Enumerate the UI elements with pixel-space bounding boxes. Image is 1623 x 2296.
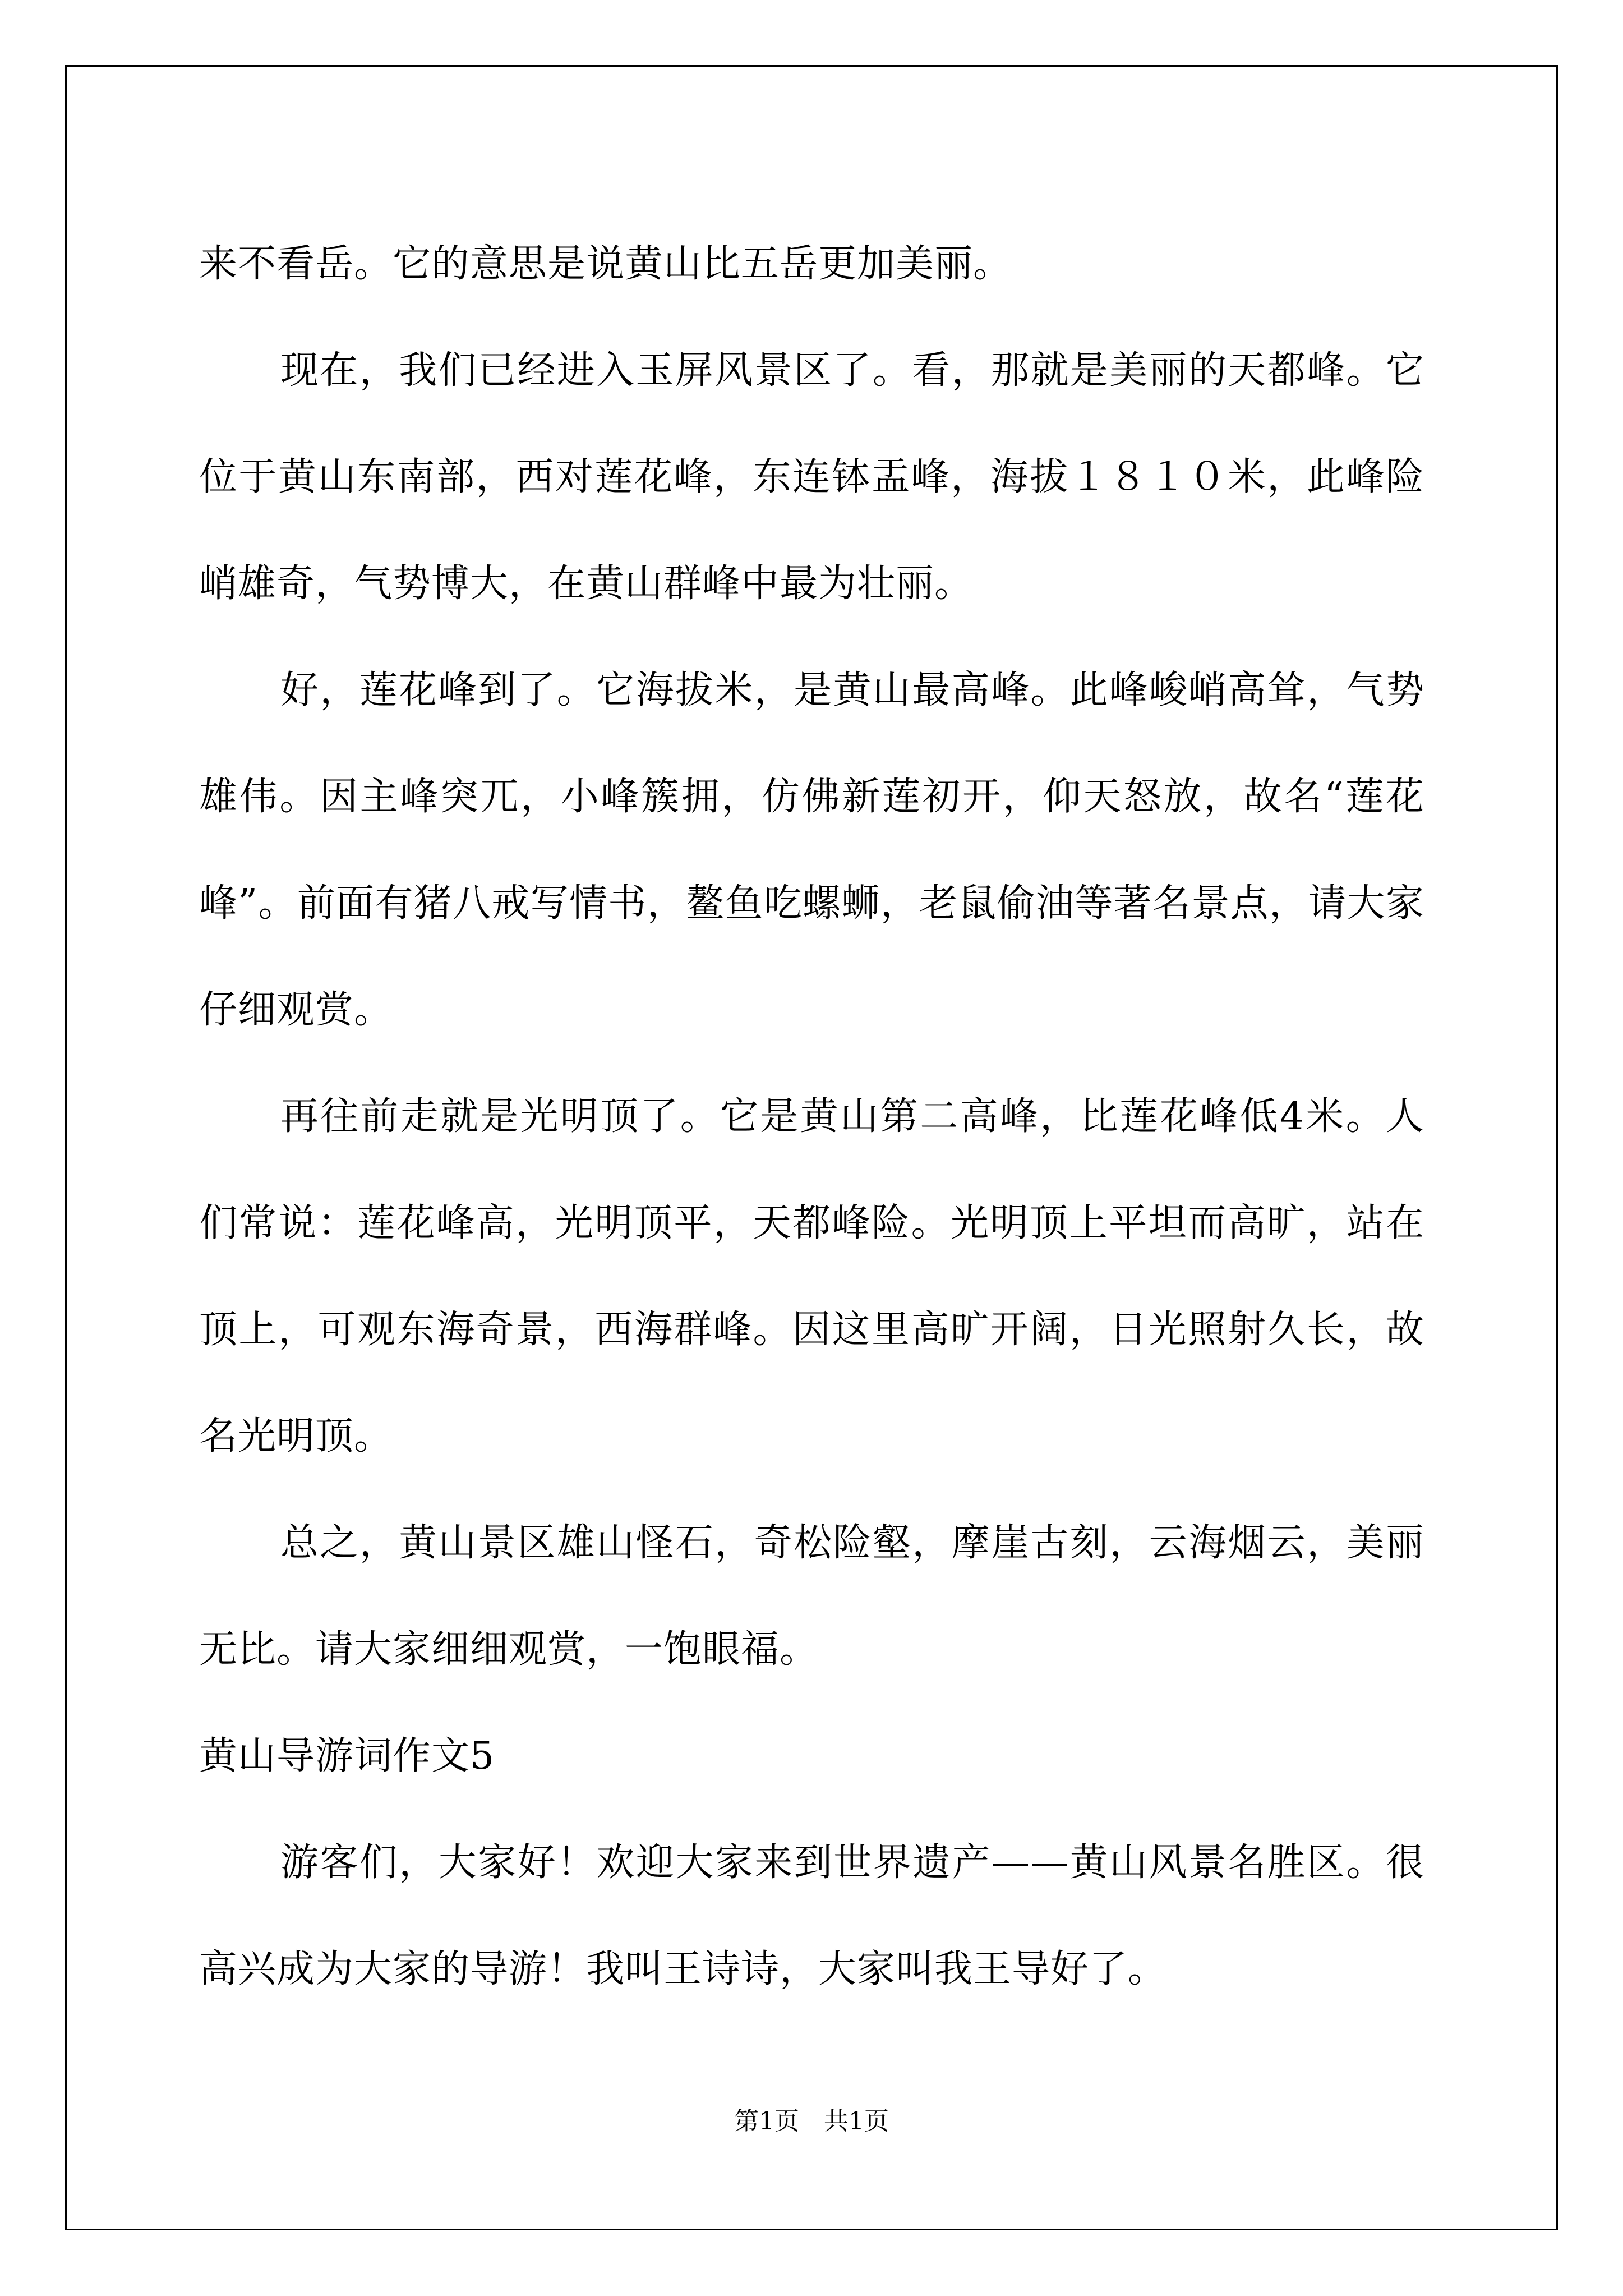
paragraph: 游客们，大家好！欢迎大家来到世界遗产——黄山风景名胜区。很高兴成为大家的导游！我叫王诗诗，大家叫我王导好了。 xyxy=(199,1841,1424,1991)
paragraph: 再往前走就是光明顶了。它是黄山第二高峰，比莲花峰低4米。人们常说：莲花峰高，光明顶平，天都峰险。光明顶上平坦而高旷，站在顶上，可观东海奇景，西海群峰。因这里高旷开阔，日光照射久长，故名光明顶。 xyxy=(199,1094,1424,1458)
section-heading: 黄山导游词作文5 xyxy=(199,1734,495,1778)
page-number: 第1页 共1页 xyxy=(734,2107,889,2136)
paragraph: 现在，我们已经进入玉屏风景区了。看，那就是美丽的天都峰。它位于黄山东南部，西对莲花峰，东连钵盂峰，海拔１８１０米，此峰险峭雄奇，气势博大，在黄山群峰中最为壮丽。 xyxy=(199,348,1424,606)
paragraph: 来不看岳。它的意思是说黄山比五岳更加美丽。 xyxy=(199,242,1012,286)
paragraph: 总之，黄山景区雄山怪石，奇松险壑，摩崖古刻，云海烟云，美丽无比。请大家细细观赏，一饱眼福。 xyxy=(199,1521,1424,1672)
document-body xyxy=(199,211,1424,2023)
paragraph: 好，莲花峰到了。它海拔米，是黄山最高峰。此峰峻峭高耸，气势雄伟。因主峰突兀，小峰簇拥，仿佛新莲初开，仰天怒放，故名“莲花峰”。前面有猪八戒写情书，鳌鱼吃螺蛳，老鼠偷油等著名景点，请大家仔细观赏。 xyxy=(199,668,1424,1032)
